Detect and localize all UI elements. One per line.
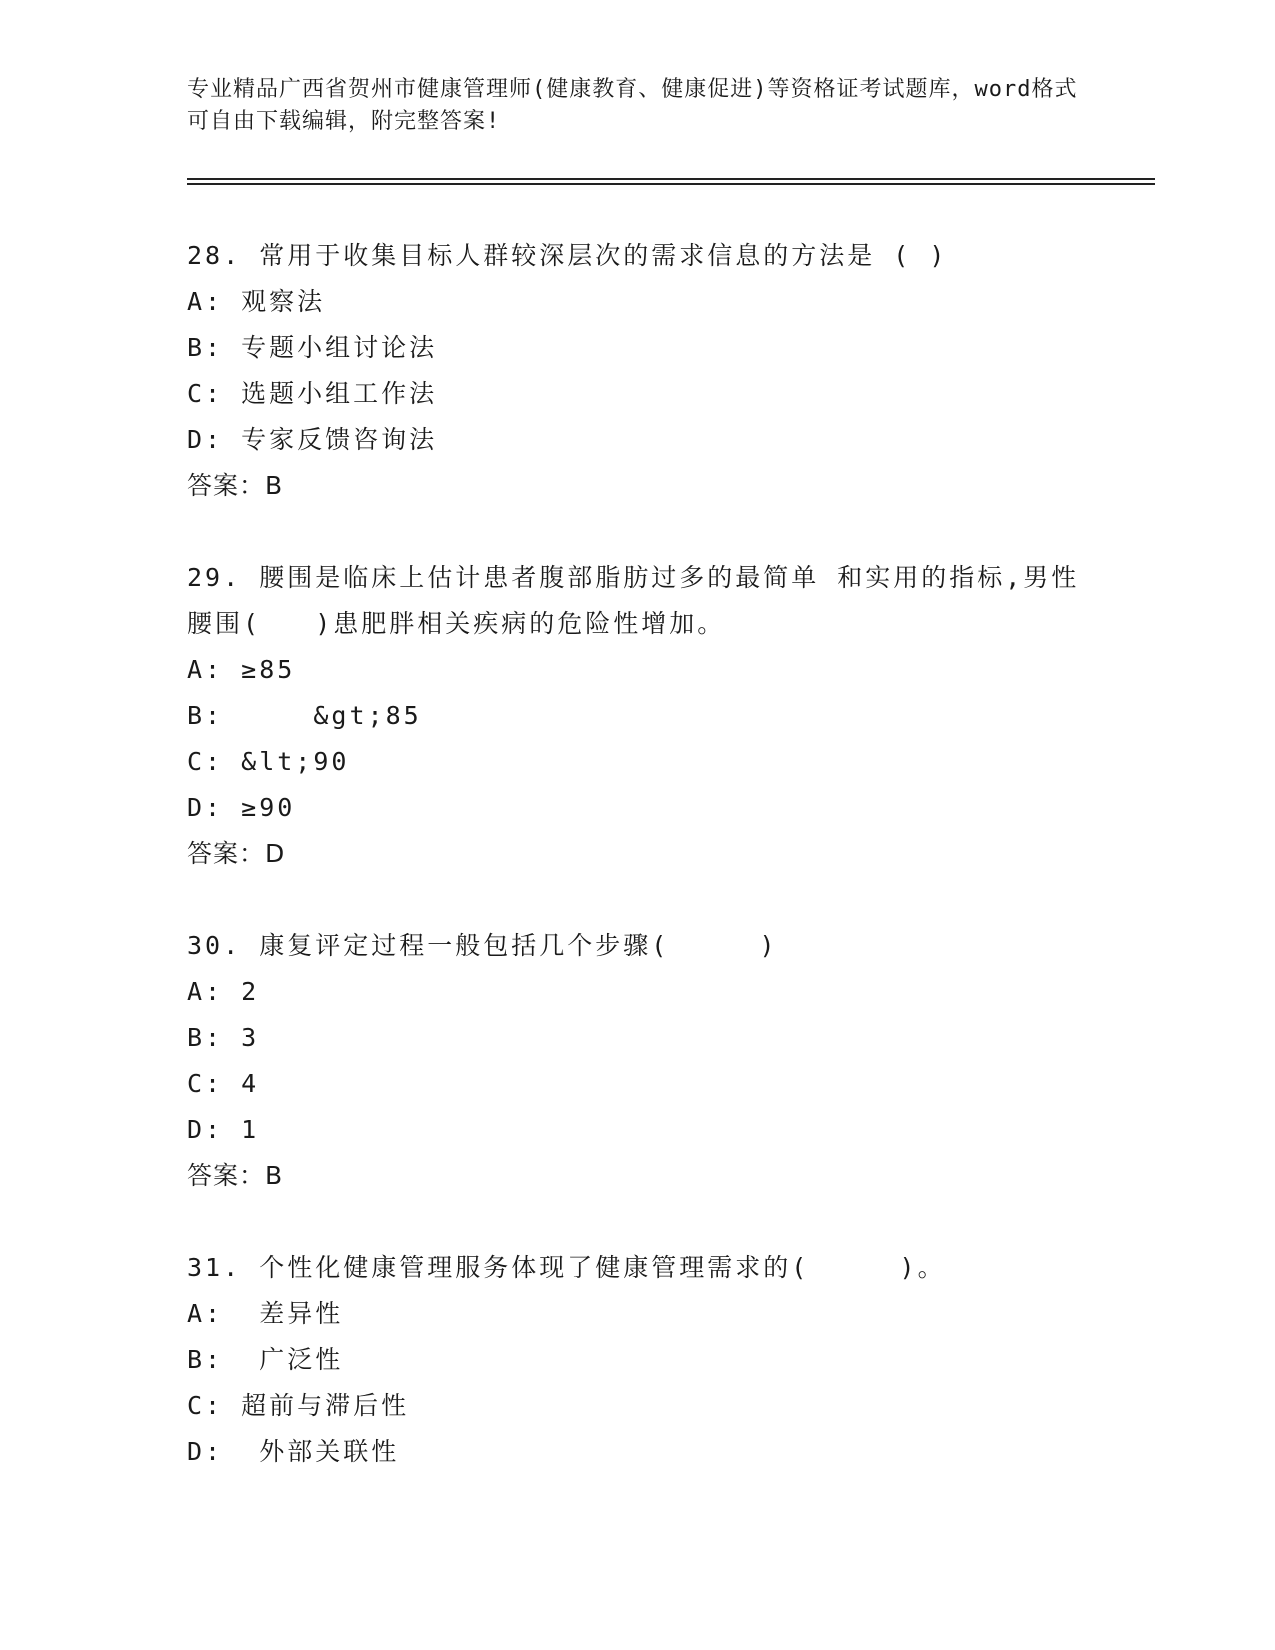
answer-line: 答案：D bbox=[187, 839, 286, 868]
option-c: C: 超前与滞后性 bbox=[187, 1391, 410, 1420]
header-divider-bottom bbox=[187, 183, 1155, 185]
answer-line: 答案：B bbox=[187, 471, 284, 500]
option-a: A: ≥85 bbox=[187, 655, 296, 684]
question-28 bbox=[187, 233, 1087, 509]
option-a: A: 观察法 bbox=[187, 287, 326, 316]
option-c: C: 选题小组工作法 bbox=[187, 379, 438, 408]
option-d: D: 1 bbox=[187, 1115, 260, 1144]
question-30 bbox=[187, 923, 1087, 1199]
option-b: B: 专题小组讨论法 bbox=[187, 333, 438, 362]
option-c: C: 4 bbox=[187, 1069, 260, 1098]
option-c: C: &lt;90 bbox=[187, 747, 350, 776]
option-d: D: 外部关联性 bbox=[187, 1437, 400, 1466]
answer-line: 答案：B bbox=[187, 1161, 284, 1190]
question-stem: 31. 个性化健康管理服务体现了健康管理需求的( )。 bbox=[187, 1253, 946, 1282]
header-divider-top bbox=[187, 178, 1155, 180]
question-stem: 28. 常用于收集目标人群较深层次的需求信息的方法是 ( ) bbox=[187, 241, 948, 270]
question-stem: 29. 腰围是临床上估计患者腹部脂肪过多的最简单 和实用的指标,男性腰围( )患肥胖相关疾病的危险性增加。 bbox=[187, 563, 1080, 638]
option-b: B: &gt;85 bbox=[187, 701, 422, 730]
option-a: A: 2 bbox=[187, 977, 260, 1006]
option-b: B: 3 bbox=[187, 1023, 260, 1052]
document-header: 专业精品广西省贺州市健康管理师(健康教育、健康促进)等资格证考试题库，word格式可自由下载编辑，附完整答案! bbox=[187, 77, 1078, 134]
option-d: D: ≥90 bbox=[187, 793, 296, 822]
question-list bbox=[187, 233, 1087, 1521]
option-d: D: 专家反馈咨询法 bbox=[187, 425, 438, 454]
option-a: A: 差异性 bbox=[187, 1299, 344, 1328]
question-29 bbox=[187, 555, 1087, 877]
option-b: B: 广泛性 bbox=[187, 1345, 344, 1374]
question-31 bbox=[187, 1245, 1087, 1475]
question-stem: 30. 康复评定过程一般包括几个步骤( ) bbox=[187, 931, 778, 960]
